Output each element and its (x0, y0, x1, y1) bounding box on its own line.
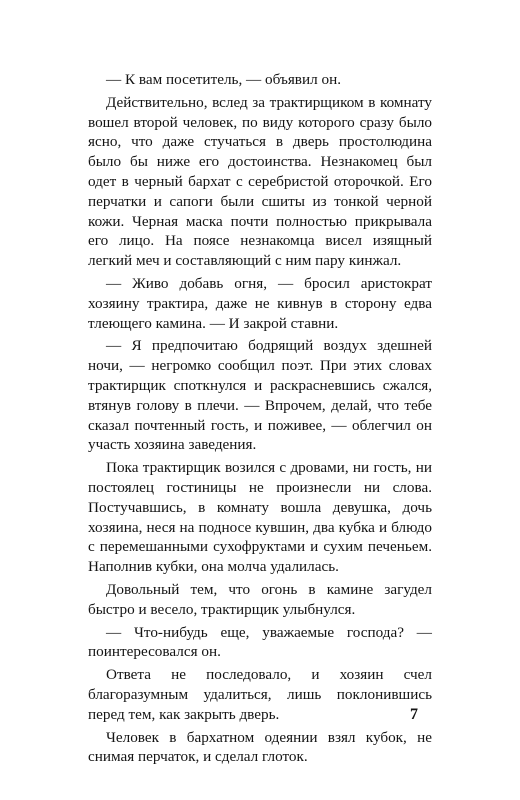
paragraph-5: Пока трактирщик возился с дровами, ни гость, ни постоялец гостиницы не произнесли ни слова. Постучавшись, в комнату вошла девушка, дочь хозяина, неся на подносе кувшин, два кубка и блюдо с перемешанными сухофруктами и сухим печеньем. Наполнив кубки, она молча удалилась. (88, 459, 432, 576)
page-number: 7 (410, 706, 418, 723)
paragraph-6: Довольный тем, что огонь в камине загудел быстро и весело, трактирщик улыбнулся. (88, 580, 432, 618)
paragraph-8: Ответа не последовало, и хозяин счел благоразумным удалиться, лишь поклонившись перед тем, как закрыть дверь. (88, 666, 432, 723)
paragraph-1: — К вам посетитель, — объявил он. (106, 71, 341, 88)
paragraph-7: — Что-нибудь еще, уважаемые господа? — поинтересовался он. (88, 623, 432, 661)
paragraph-9: Человек в бархатном одеянии взял кубок, не снимая перчаток, и сделал глоток. (88, 728, 432, 766)
paragraph-2: Действительно, вслед за трактирщиком в комнату вошел второй человек, по виду которого сразу было ясно, что даже стучаться в дверь простолюдина было бы ниже его достоинства. Незнакомец был одет в черный бархат с серебристой оторочкой. Его перчатки и сапоги были сшиты из тонкой черной кожи. Черная маска почти полностью прикрывала его лицо. На поясе незнакомца висел изящный легкий меч и составляющий с ним пару кинжал. (88, 93, 432, 270)
paragraph-4: — Я предпочитаю бодрящий воздух здешней ночи, — негромко сообщил поэт. При этих словах трактирщик споткнулся и раскрасневшись сжался, втянув голову в плечи. — Впрочем, делай, что тебе сказал почтенный гость, и поживее, — облегчил он участь хозяина заведения. (88, 337, 432, 454)
paragraph-3: — Живо добавь огня, — бросил аристократ хозяину трактира, даже не кивнув в сторону едва тлеющего камина. — И закрой ставни. (88, 274, 432, 332)
body-text (88, 70, 432, 770)
